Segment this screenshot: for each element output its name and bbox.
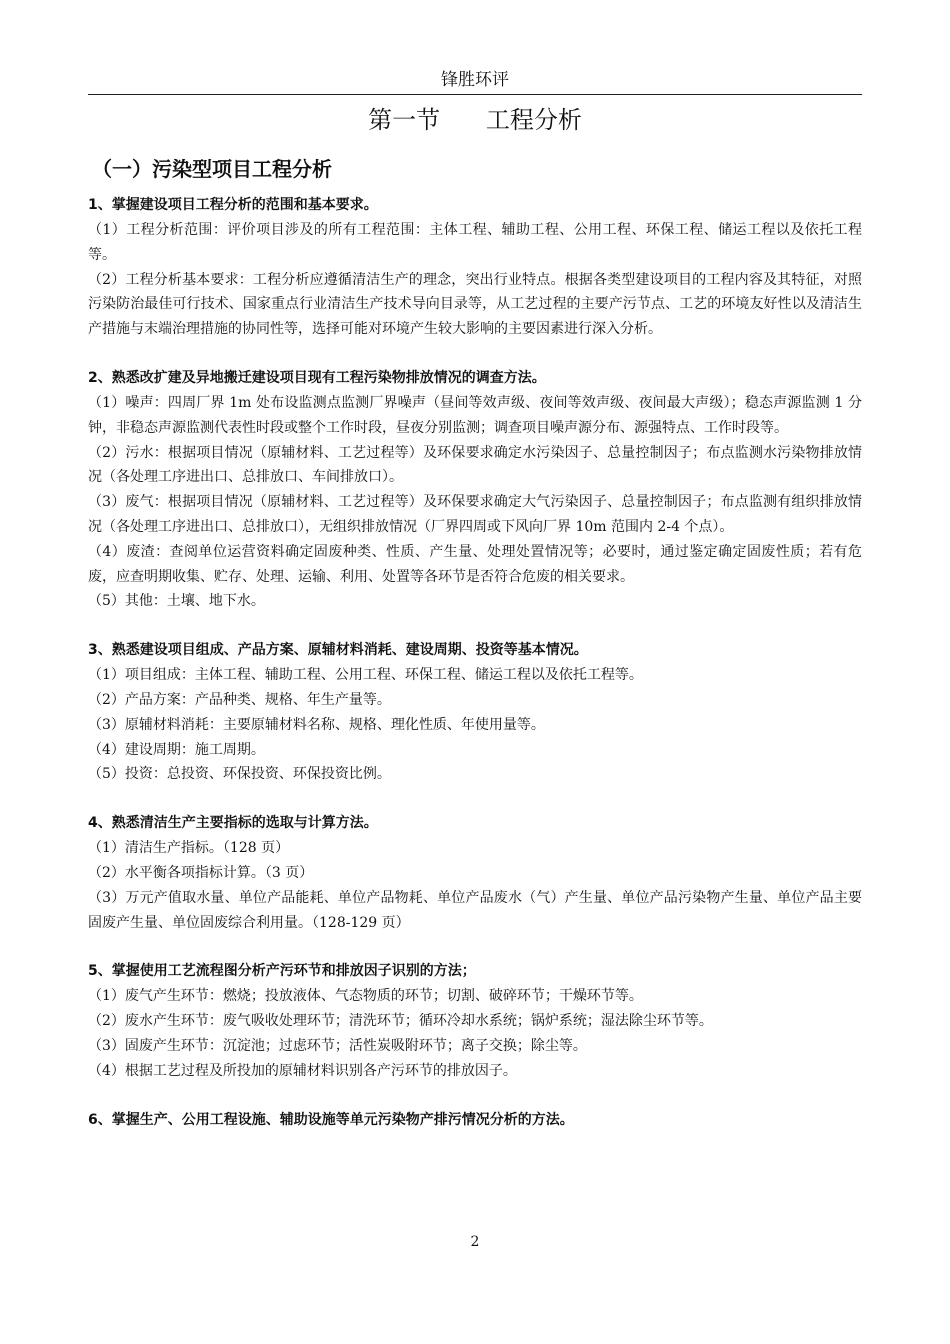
- paragraph: （5）投资：总投资、环保投资、环保投资比例。: [88, 766, 391, 783]
- paragraph: （2）水平衡各项指标计算。（3 页）: [88, 864, 314, 881]
- paragraph: （1）清洁生产指标。（128 页）: [88, 840, 290, 857]
- paragraph: （1）工程分析范围：评价项目涉及的所有工程范围：主体工程、辅助工程、公用工程、环保工程、储运工程以及依托工程等。: [88, 222, 862, 263]
- paragraph: （3）固废产生环节：沉淀池；过虑环节；活性炭吸附环节；离子交换；除尘等。: [88, 1037, 587, 1054]
- section-4: [88, 811, 862, 935]
- paragraph: （2）废水产生环节：废气吸收处理环节；清洗环节；循环冷却水系统；锅炉系统；湿法除尘环节等。: [88, 1013, 713, 1030]
- paragraph: （3）万元产值取水量、单位产品能耗、单位产品物耗、单位产品废水（气）产生量、单位产品污染物产生量、单位产品主要固废产生量、单位固废综合利用量。（128-129 页）: [88, 889, 862, 931]
- section-heading: 4、熟悉清洁生产主要指标的选取与计算方法。: [88, 815, 378, 832]
- page-header: 锋胜环评: [88, 66, 862, 95]
- paragraph: （3）废气：根据项目情况（原辅材料、工艺过程等）及环保要求确定大气污染因子、总量控制因子；布点监测有组织排放情况（各处理工序进出口、总排放口），无组织排放情况（厂界四周或下风向厂界 10m 范围内 2-4 个点）。: [88, 494, 862, 535]
- section-5: [88, 959, 862, 1083]
- paragraph: （1）项目组成：主体工程、辅助工程、公用工程、环保工程、储运工程以及依托工程等。: [88, 667, 643, 684]
- section-1: [88, 193, 862, 342]
- section-heading: 6、掌握生产、公用工程设施、辅助设施等单元污染物产排污情况分析的方法。: [88, 1111, 574, 1128]
- page-number: 2: [470, 1234, 480, 1250]
- paragraph: （2）工程分析基本要求：工程分析应遵循清洁生产的理念，突出行业特点。根据各类型建设项目的工程内容及其特征，对照污染防治最佳可行技术、国家重点行业清洁生产技术导向目录等，从工艺过程的主要产污节点、工艺的环境友好性以及清洁生产措施与末端治理措施的协同性等，选择可能对环境产生较大影响的主要因素进行深入分析。: [88, 271, 862, 338]
- section-3: [88, 638, 862, 787]
- section-heading: 5、掌握使用工艺流程图分析产污环节和排放因子识别的方法；: [88, 963, 476, 980]
- section-heading: 1、掌握建设项目工程分析的范围和基本要求。: [88, 197, 378, 213]
- section-heading: 2、熟悉改扩建及异地搬迁建设项目现有工程污染物排放情况的调查方法。: [88, 369, 546, 386]
- paragraph: （3）原辅材料消耗：主要原辅材料名称、规格、理化性质、年使用量等。: [88, 716, 545, 733]
- section-heading: 3、熟悉建设项目组成、产品方案、原辅材料消耗、建设周期、投资等基本情况。: [88, 642, 588, 659]
- paragraph: （5）其他：土壤、地下水。: [88, 593, 265, 610]
- paragraph: （4）建设周期：施工周期。: [88, 741, 265, 758]
- subsection-title: （一）污染型项目工程分析: [92, 157, 332, 181]
- document-body: [88, 193, 862, 1157]
- paragraph: （2）产品方案：产品种类、规格、年生产量等。: [88, 691, 391, 708]
- paragraph: （2）污水：根据项目情况（原辅材料、工艺过程等）及环保要求确定水污染因子、总量控制因子；布点监测水污染物排放情况（各处理工序进出口、总排放口、车间排放口）。: [88, 444, 862, 486]
- section-title: 第一节 工程分析: [368, 106, 582, 134]
- section-6: [88, 1108, 862, 1133]
- section-2: [88, 366, 862, 614]
- paragraph: （1）废气产生环节：燃烧；投放液体、气态物质的环节；切割、破碎环节；干燥环节等。: [88, 988, 643, 1005]
- paragraph: （4）废渣：查阅单位运营资料确定固废种类、性质、产生量、处理处置情况等；必要时，通过鉴定确定固废性质；若有危废，应查明期收集、贮存、处理、运输、利用、处置等各环节是否符合危废的相关要求。: [88, 543, 862, 585]
- paragraph: （4）根据工艺过程及所投加的原辅材料识别各产污环节的排放因子。: [88, 1062, 517, 1079]
- paragraph: （1）噪声：四周厂界 1m 处布设监测点监测厂界噪声（昼间等效声级、夜间等效声级、夜间最大声级）；稳态声源监测 1 分钟，非稳态声源监测代表性时段或整个工作时段，昼夜分别监测；调查项目噪声源分布、源强特点、工作时段等。: [88, 394, 862, 436]
